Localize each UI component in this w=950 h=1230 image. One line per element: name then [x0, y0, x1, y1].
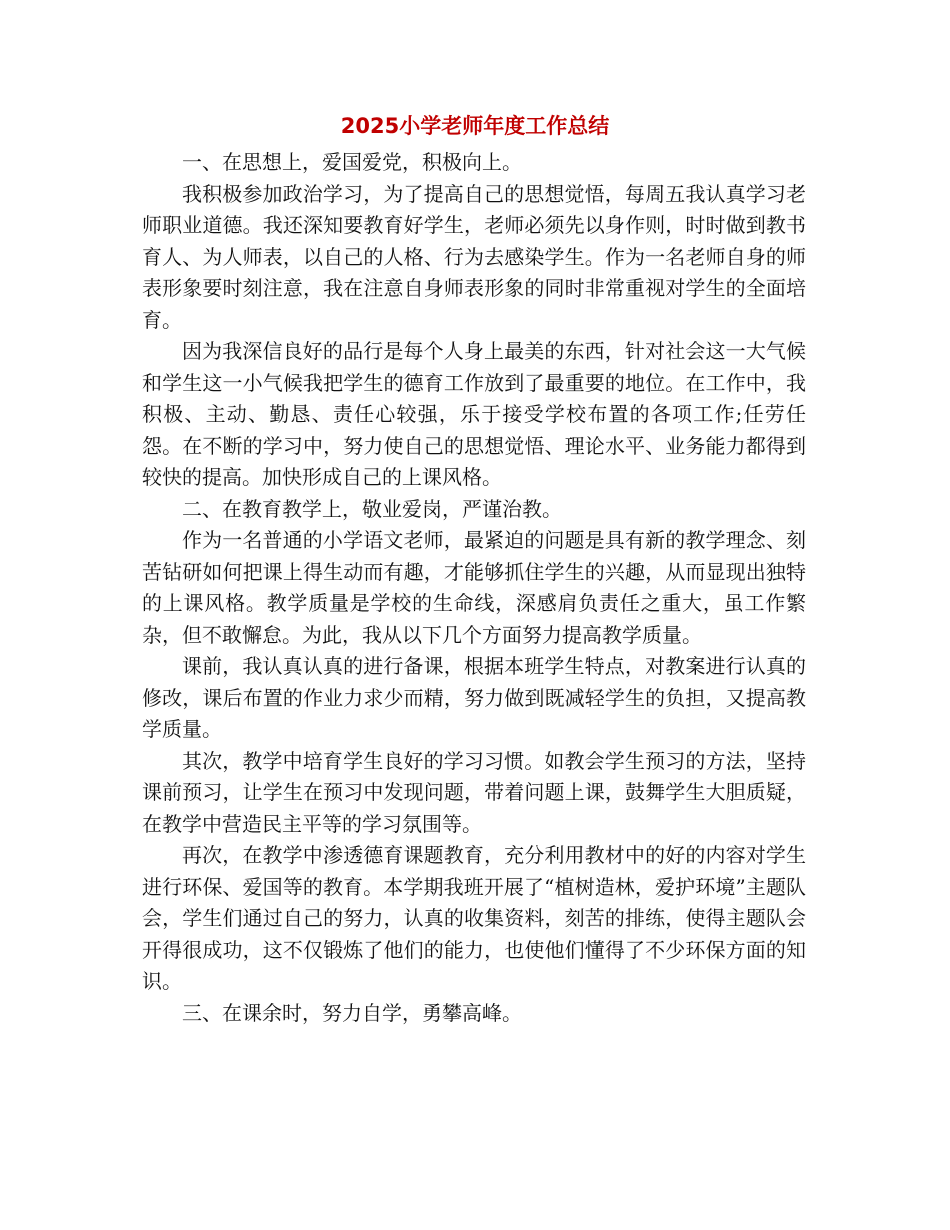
- document-title: 2025小学老师年度工作总结: [340, 114, 610, 138]
- paragraph-section-1-heading: 一、在思想上，爱国爱党，积极向上。: [182, 150, 522, 174]
- paragraph: 我积极参加政治学习，为了提高自己的思想觉悟，每周五我认真学习老师职业道德。我还深知要教育好学生，老师必须先以身作则，时时做到教书育人、为人师表，以自己的人格、行为去感染学生。作为一名老师自身的师表形象要时刻注意，我在注意自身师表形象的同时非常重视对学生的全面培育。: [142, 181, 806, 332]
- document-body: [142, 147, 806, 1029]
- paragraph: 因为我深信良好的品行是每个人身上最美的东西，针对社会这一大气候和学生这一小气候我把学生的德育工作放到了最重要的地位。在工作中，我积极、主动、勤恳、责任心较强，乐于接受学校布置的各项工作;任劳任怨。在不断的学习中，努力使自己的思想觉悟、理论水平、业务能力都得到较快的提高。加快形成自己的上课风格。: [142, 339, 806, 489]
- paragraph: 课前，我认真认真的进行备课，根据本班学生特点，对教案进行认真的修改，课后布置的作业力求少而精，努力做到既减轻学生的负担，又提高教学质量。: [142, 654, 806, 741]
- paragraph-section-3-heading: 三、在课余时，努力自学，勇攀高峰。: [182, 1000, 522, 1025]
- paragraph-section-2-heading: 二、在教育教学上，敬业爱岗，严谨治教。: [182, 496, 562, 521]
- paragraph: 作为一名普通的小学语文老师，最紧迫的问题是具有新的教学理念、刻苦钻研如何把课上得生动而有趣，才能够抓住学生的兴趣，从而显现出独特的上课风格。教学质量是学校的生命线，深感肩负责任之重大，虽工作繁杂，但不敢懈怠。为此，我从以下几个方面努力提高教学质量。: [142, 528, 806, 647]
- paragraph: 再次，在教学中渗透德育课题教育，充分利用教材中的好的内容对学生进行环保、爱国等的教育。本学期我班开展了“植树造林，爱护环境”主题队会，学生们通过自己的努力，认真的收集资料，刻苦的排练，使得主题队会开得很成功，这不仅锻炼了他们的能力，也使他们懂得了不少环保方面的知识。: [142, 843, 806, 993]
- paragraph: 其次，教学中培育学生良好的学习习惯。如教会学生预习的方法，坚持课前预习，让学生在预习中发现问题，带着问题上课，鼓舞学生大胆质疑，在教学中营造民主平等的学习氛围等。: [142, 748, 806, 836]
